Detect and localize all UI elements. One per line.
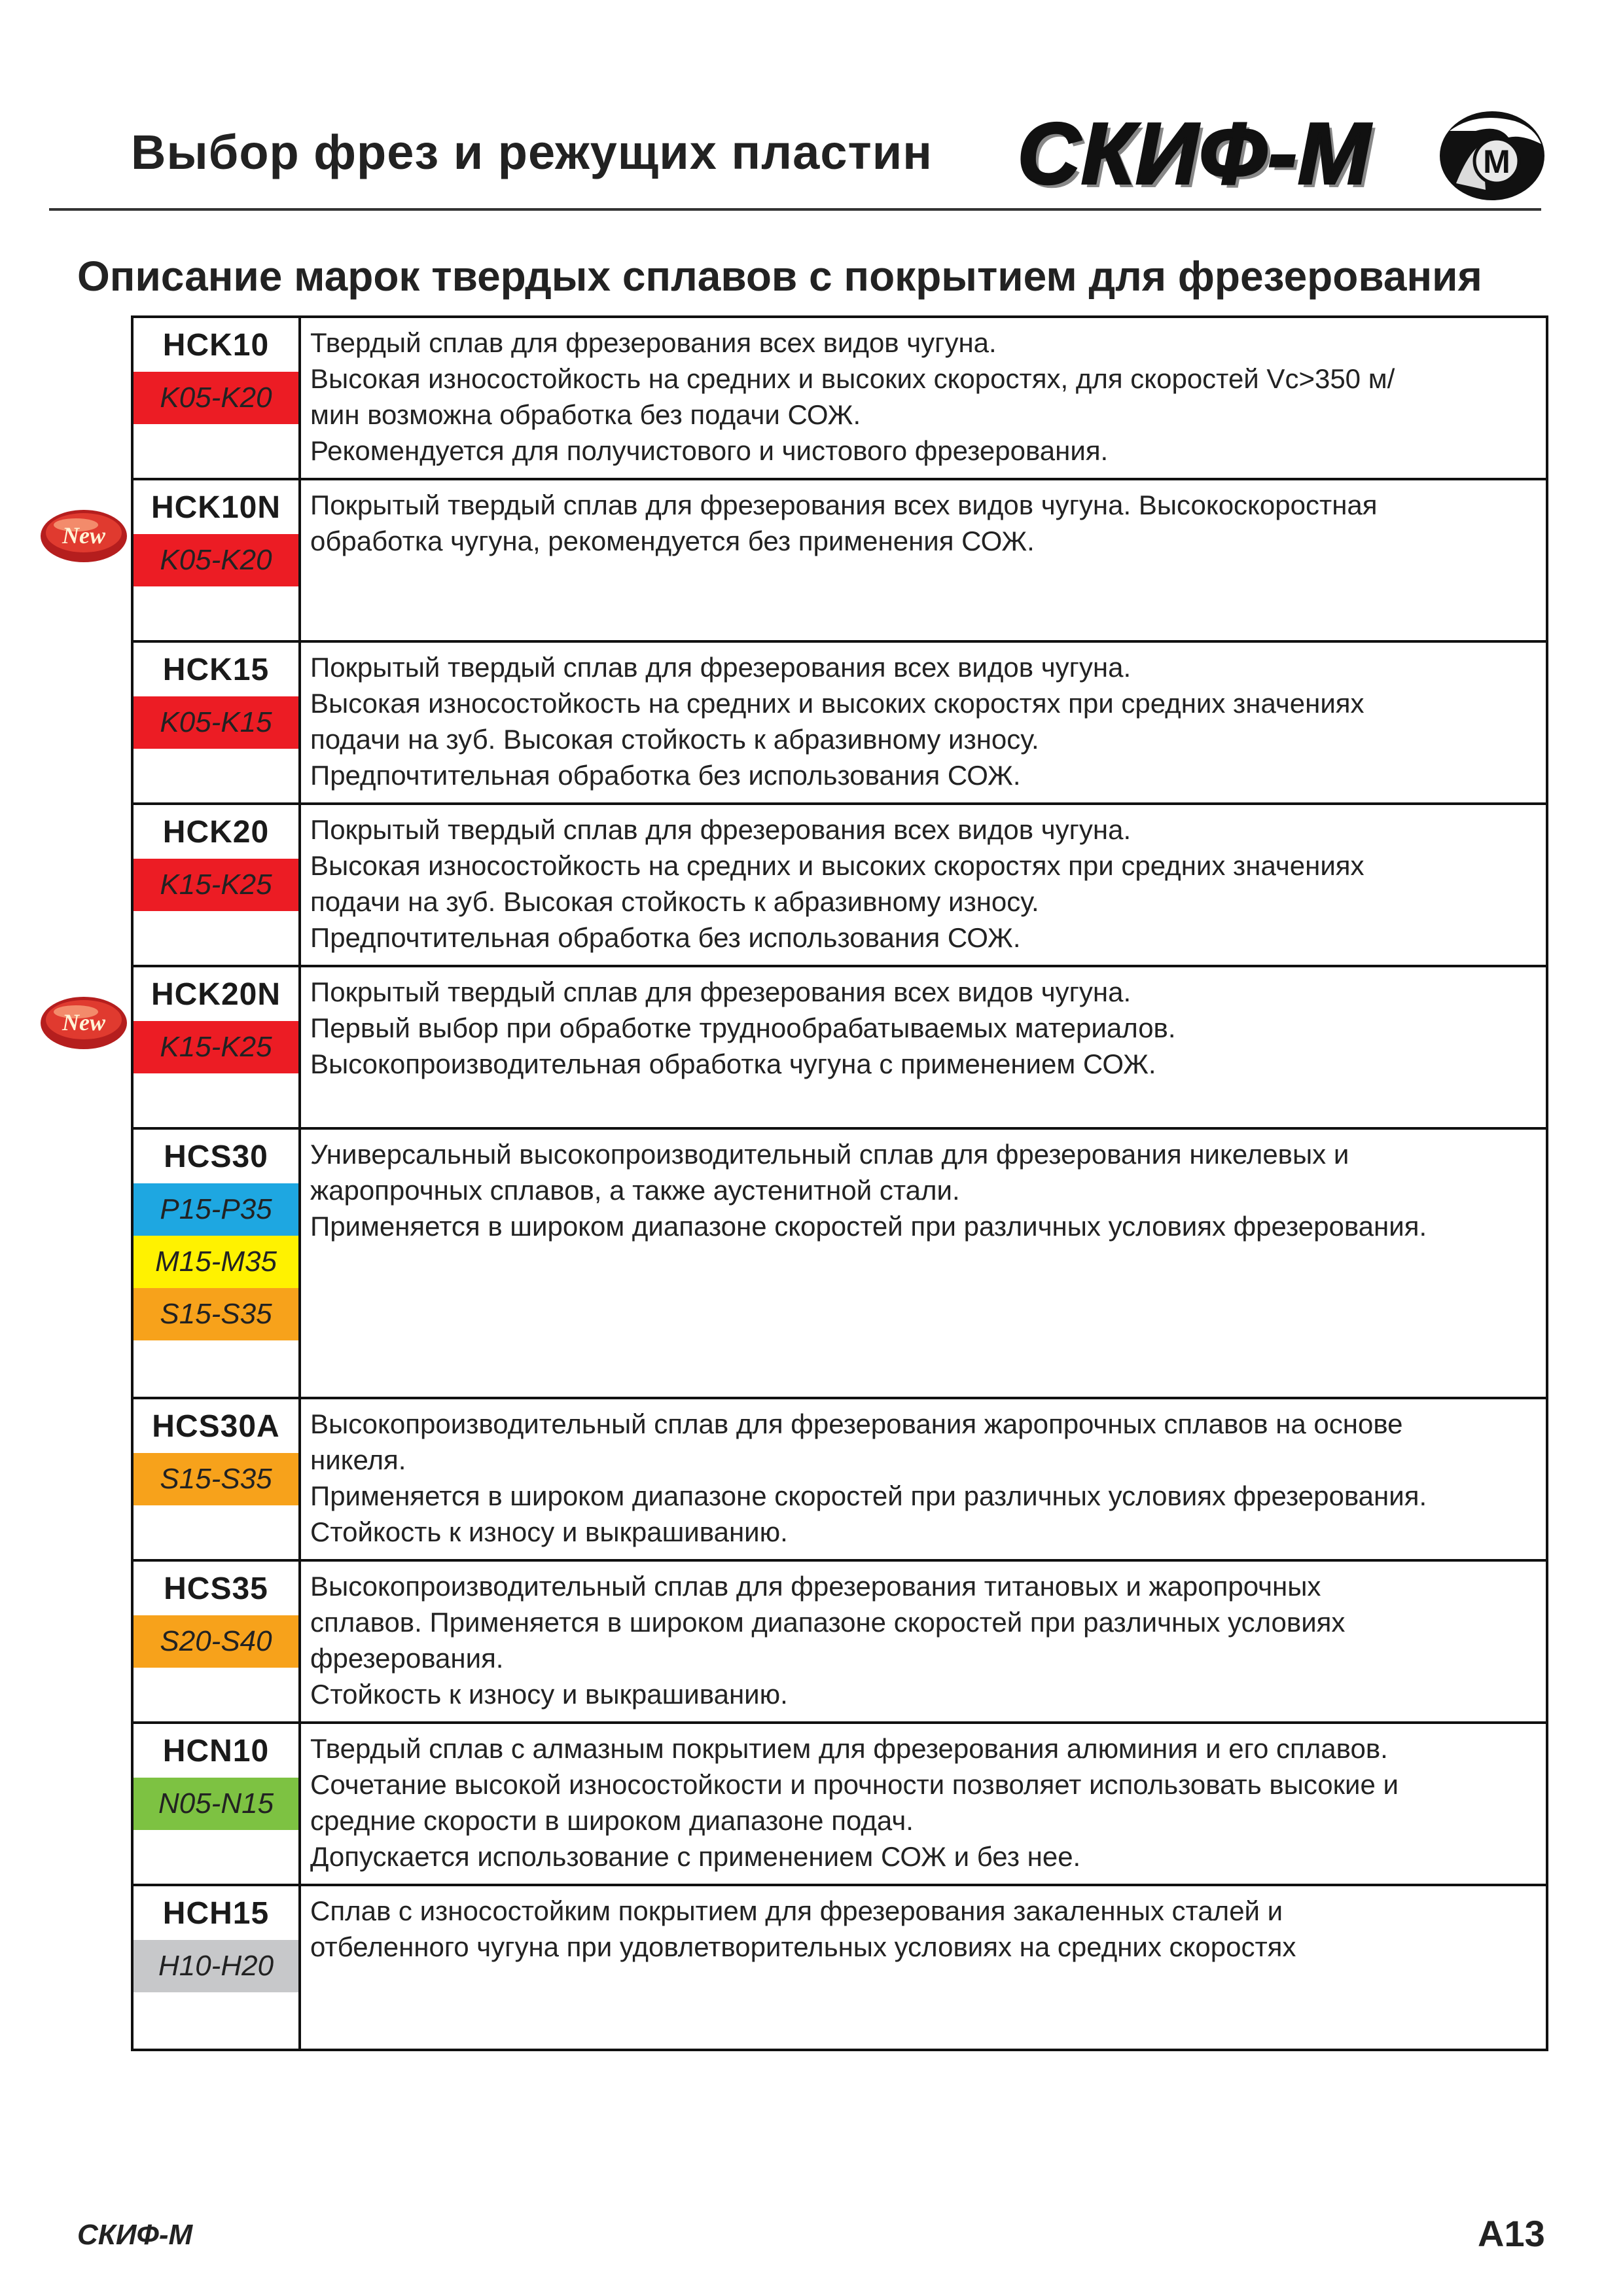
description-line: Твердый сплав с алмазным покрытием для фрезерования алюминия и его сплавов. xyxy=(310,1733,1388,1764)
grade-name: HCS30 xyxy=(164,1139,268,1174)
description-line: Стойкость к износу и выкрашиванию. xyxy=(310,1516,788,1547)
grade-description xyxy=(301,1130,1546,1397)
grade-row xyxy=(134,1399,1546,1562)
new-badge-label: New xyxy=(62,522,105,548)
brand-logo xyxy=(1018,105,1548,203)
grade-description xyxy=(301,643,1546,802)
description-line: подачи на зуб. Высокая стойкость к абразивному износу. xyxy=(310,724,1039,755)
description-line: Высокая износостойкость на средних и высоких скоростях при средних значениях xyxy=(310,850,1364,881)
grade-cell xyxy=(134,480,301,640)
grade-cell xyxy=(134,967,301,1127)
grade-description xyxy=(301,1724,1546,1884)
grade-row xyxy=(134,480,1546,643)
description-line: Высокая износостойкость на средних и высоких скоростях, для скоростей Vc>350 м/ xyxy=(310,363,1395,394)
grade-cell xyxy=(134,1886,301,2049)
grade-description xyxy=(301,318,1546,478)
description-line: Высокопроизводительная обработка чугуна с применением СОЖ. xyxy=(310,1049,1156,1079)
grade-name: HCK20 xyxy=(162,814,270,850)
iso-range-n: N05-N15 xyxy=(134,1778,298,1830)
grade-row xyxy=(134,318,1546,480)
grade-name: HCS35 xyxy=(164,1571,268,1606)
iso-range-h: H10-H20 xyxy=(134,1940,298,1992)
description-line: Применяется в широком диапазоне скоростей при различных условиях фрезерования. xyxy=(310,1211,1427,1242)
description-line: Универсальный высокопроизводительный сплав для фрезерования никелевых и xyxy=(310,1139,1349,1170)
description-line: средние скорости в широком диапазоне подач. xyxy=(310,1805,914,1836)
horse-emblem-icon xyxy=(1436,105,1548,203)
brand-logo-text: СКИФ-М xyxy=(1018,105,1372,202)
grades-table xyxy=(131,315,1548,2051)
grade-name: HCK10N xyxy=(151,490,281,525)
grade-name: HCH15 xyxy=(162,1895,270,1931)
grade-description xyxy=(301,1886,1546,2049)
description-line: Высокопроизводительный сплав для фрезерования титановых и жаропрочных xyxy=(310,1571,1321,1602)
description-line: мин возможна обработка без подачи СОЖ. xyxy=(310,399,861,430)
grade-description xyxy=(301,1399,1546,1559)
grade-row xyxy=(134,1886,1546,2049)
description-line: Предпочтительная обработка без использования СОЖ. xyxy=(310,922,1021,953)
page-header-title: Выбор фрез и режущих пластин xyxy=(131,125,933,179)
description-line: Покрытый твердый сплав для фрезерования всех видов чугуна. xyxy=(310,814,1132,845)
description-line: Рекомендуется для получистового и чистового фрезерования. xyxy=(310,435,1109,466)
grade-row xyxy=(134,1562,1546,1724)
iso-range-p: P15-P35 xyxy=(134,1183,298,1236)
iso-range-k: K15-K25 xyxy=(134,1021,298,1073)
description-line: Сочетание высокой износостойкости и прочности позволяет использовать высокие и xyxy=(310,1769,1399,1800)
grade-row xyxy=(134,643,1546,805)
grade-cell xyxy=(134,643,301,802)
grade-row xyxy=(134,1724,1546,1886)
description-line: фрезерования. xyxy=(310,1643,504,1674)
grade-row xyxy=(134,967,1546,1130)
description-line: Высокая износостойкость на средних и высоких скоростях при средних значениях xyxy=(310,688,1364,719)
header-divider xyxy=(49,208,1541,211)
grade-description xyxy=(301,1562,1546,1721)
grade-cell xyxy=(134,1724,301,1884)
description-line: Первый выбор при обработке труднообрабатываемых материалов. xyxy=(310,1013,1176,1043)
iso-range-m: M15-M35 xyxy=(134,1236,298,1288)
iso-range-s: S15-S35 xyxy=(134,1288,298,1340)
grade-cell xyxy=(134,1399,301,1559)
grade-description xyxy=(301,805,1546,965)
section-title: Описание марок твердых сплавов с покрытием для фрезерования xyxy=(77,253,1482,300)
description-line: Покрытый твердый сплав для фрезерования всех видов чугуна. xyxy=(310,977,1132,1007)
description-line: Сплав с износостойким покрытием для фрезерования закаленных сталей и xyxy=(310,1895,1283,1926)
description-line: Покрытый твердый сплав для фрезерования всех видов чугуна. xyxy=(310,652,1132,683)
description-line: подачи на зуб. Высокая стойкость к абразивному износу. xyxy=(310,886,1039,917)
description-line: Стойкость к износу и выкрашиванию. xyxy=(310,1679,788,1710)
description-line: Предпочтительная обработка без использования СОЖ. xyxy=(310,760,1021,791)
iso-range-k: K05-K15 xyxy=(134,696,298,749)
grade-cell xyxy=(134,1130,301,1397)
iso-range-k: K05-K20 xyxy=(134,534,298,586)
description-line: Покрытый твердый сплав для фрезерования всех видов чугуна. Высокоскоростная xyxy=(310,490,1378,520)
page-number: A13 xyxy=(1478,2213,1545,2254)
description-line: отбеленного чугуна при удовлетворительных условиях на средних скоростях xyxy=(310,1931,1296,1962)
iso-range-k: K15-K25 xyxy=(134,859,298,911)
grade-name: HCK10 xyxy=(162,327,270,363)
grade-name: HCK20N xyxy=(151,977,281,1012)
grade-name: HCS30A xyxy=(152,1408,280,1444)
new-badge-icon xyxy=(38,994,130,1052)
description-line: Твердый сплав для фрезерования всех видов чугуна. xyxy=(310,327,997,358)
grade-row xyxy=(134,1130,1546,1399)
grade-cell xyxy=(134,805,301,965)
description-line: Применяется в широком диапазоне скоростей при различных условиях фрезерования. xyxy=(310,1480,1427,1511)
description-line: Допускается использование с применением СОЖ и без нее. xyxy=(310,1841,1081,1872)
new-badge-icon xyxy=(38,507,130,565)
description-line: жаропрочных сплавов, а также аустенитной стали. xyxy=(310,1175,960,1206)
grade-description xyxy=(301,967,1546,1127)
grade-name: HCN10 xyxy=(162,1733,270,1768)
grade-name: HCK15 xyxy=(162,652,270,687)
footer-brand: СКИФ-М xyxy=(77,2219,193,2251)
grade-description xyxy=(301,480,1546,640)
grade-row xyxy=(134,805,1546,967)
grade-cell xyxy=(134,318,301,478)
description-line: сплавов. Применяется в широком диапазоне скоростей при различных условиях xyxy=(310,1607,1346,1638)
iso-range-s: S15-S35 xyxy=(134,1453,298,1505)
grade-cell xyxy=(134,1562,301,1721)
description-line: никеля. xyxy=(310,1444,406,1475)
description-line: Высокопроизводительный сплав для фрезерования жаропрочных сплавов на основе xyxy=(310,1408,1403,1439)
description-line: обработка чугуна, рекомендуется без применения СОЖ. xyxy=(310,526,1035,556)
new-badge-label: New xyxy=(62,1009,105,1035)
iso-range-k: K05-K20 xyxy=(134,372,298,424)
iso-range-s: S20-S40 xyxy=(134,1615,298,1668)
emblem-letter: М xyxy=(1483,143,1510,180)
